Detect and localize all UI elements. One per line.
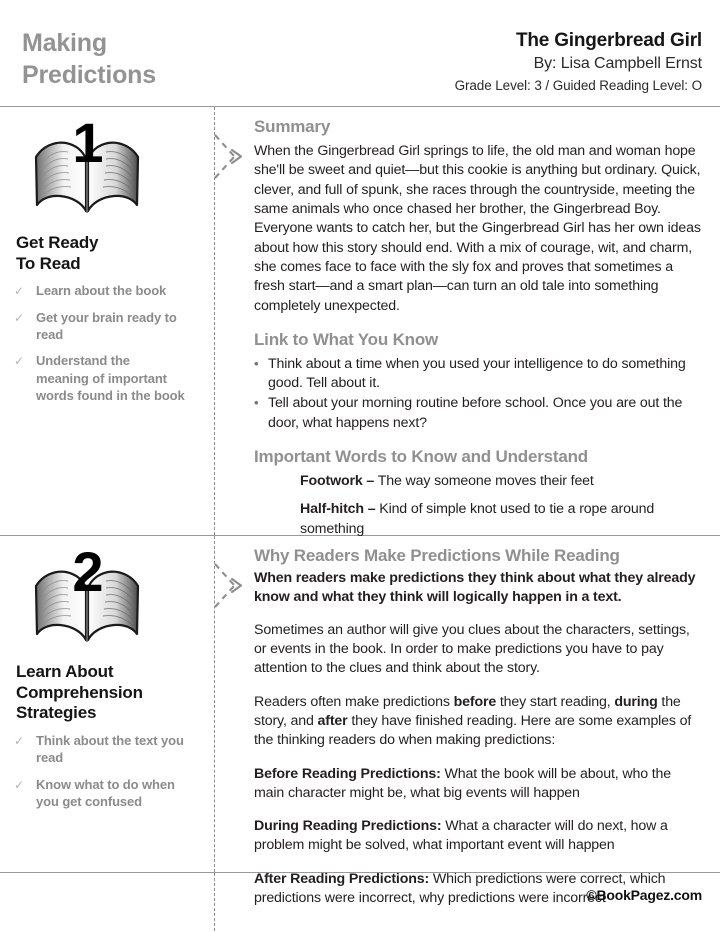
check-icon: ✓ [14,284,25,299]
explanation-paragraph-2 [254,693,704,751]
vocabulary-term: Footwork – [300,473,375,490]
check-icon: ✓ [14,354,25,369]
checklist-item-label: Think about the text you read [36,733,184,766]
footer-left-spacer [0,873,196,931]
vocabulary-list [300,472,704,539]
step-title-line-3: Strategies [16,703,97,723]
step-title [16,662,186,724]
vocabulary-entry [300,500,704,539]
vocabulary-term: Half-hitch – [300,501,376,518]
prediction-type-label: During Reading Predictions: [254,818,442,835]
open-book-icon [28,540,146,656]
explanation-paragraph-1: Sometimes an author will give you clues about the characters, settings, or events in the book. In order to make predictions you have to pay attention to the clues and think about the story. [254,621,690,677]
worksheet-title [22,28,156,91]
worksheet-title-line-2: Predictions [22,60,156,89]
prediction-type-detail: What a character will do next, how a problem might be solved, what important event will happen [254,818,668,854]
step-title-line-1: Learn About [16,662,114,681]
book-title: The Gingerbread Girl [515,30,702,51]
list-item [254,355,704,394]
lead-statement: When readers make predictions they think about what they already know and what they think will logically happen in a text. [254,570,696,606]
prediction-type-detail: Which predictions were correct, which predictions were incorrect, why predictions were incorrect [254,870,666,907]
why-readers-make-predictions-heading: Why Readers Make Predictions While Reading [254,546,620,565]
link-bullet-list [254,355,704,433]
section-1-divider [196,107,254,535]
emphasis-text: before [453,693,497,710]
list-item-label: Think about a time when you used your intelligence to do something good. Tell about it. [268,355,686,392]
dashed-divider-line [214,873,215,931]
body-text-run: they start reading, [496,693,615,710]
body-text-run: they have finished reading. Here are some examples of the thinking readers do when making predictions: [254,712,692,749]
checklist-item-label: Learn about the book [36,283,167,299]
bullet-icon: • [254,355,259,371]
book-reading-level: Grade Level: 3 / Guided Reading Level: O [454,78,702,94]
prediction-type-label: After Reading Predictions: [254,870,430,887]
step-title-line-2: Comprehension [16,682,143,702]
emphasis-text: during [614,693,658,710]
emphasis-text: after [317,712,348,729]
check-icon: ✓ [14,777,25,792]
vocabulary-definition: The way someone moves their feet [377,473,594,490]
section-1-sidebar [0,107,196,535]
list-item-label: Tell about your morning routine before school. Once you are out the door, what happens next? [268,395,683,431]
step-title [16,233,186,274]
checklist-item [14,776,186,811]
section-2-divider [196,536,254,872]
important-words-heading: Important Words to Know and Understand [254,447,588,467]
summary-heading: Summary [254,117,331,136]
page-footer [0,870,720,931]
prediction-type-during [254,817,704,856]
body-text-run: Readers often make predictions [254,693,454,710]
bullet-icon: • [254,395,259,411]
checklist-item [14,732,186,767]
step-title-line-1: Get Ready [16,233,99,252]
checklist-item [14,309,186,344]
step-number: 2 [72,540,102,603]
step-number: 1 [72,111,102,174]
section-get-ready-to-read [0,107,720,535]
prediction-type-before [254,765,704,804]
copyright-credit: ©BookPagez.com [586,887,702,903]
book-author: By: Lisa Campbell Ernst [533,55,702,73]
checklist-item-label: Get your brain ready to read [36,309,177,343]
list-item [254,394,704,433]
checklist-item [14,282,186,299]
chevron-right-icon [212,558,252,614]
prediction-type-detail: What the book will be about, who the main character might be, what big events will happen [254,765,671,801]
book-meta [455,30,702,95]
open-book-icon [28,111,146,227]
checklist-item-label: Know what to do when you get confused [36,776,175,810]
checklist-item-label: Understand the meaning of important words found in the book [36,353,185,403]
step-title-line-2: To Read [16,253,81,273]
section-1-content [254,107,720,535]
prediction-type-label: Before Reading Predictions: [254,765,441,782]
vocabulary-definition: Kind of simple knot used to tie a rope around something [300,501,655,537]
section-2-sidebar [0,536,196,872]
page-header [0,0,720,106]
check-icon: ✓ [14,310,25,325]
checklist-item [14,352,186,404]
section-1-checklist [14,282,186,404]
chevron-right-icon [212,129,252,185]
summary-text: When the Gingerbread Girl springs to life, the old man and woman hope she'll be sweet and quiet—but this cookie is anything but ordinary. Quick, clever, and full of spunk, she races through the countryside, meeting the same animals who once chased her brother, the Gingerbread Boy. Everyone wants to catch her, but the Gingerbread Girl has her own ideas about how this story should end. With a mix of courage, wit, and charm, she comes face to face with the sly fox and proves that sometimes a fresh start—and a smart plan—can turn an old tale into something completely unexpected. [254,143,701,314]
vocabulary-entry [300,472,704,491]
worksheet-title-line-1: Making [22,29,107,57]
check-icon: ✓ [14,734,25,749]
footer-divider-column [196,873,254,931]
link-to-what-you-know-heading: Link to What You Know [254,329,439,349]
body-text-run: the story, and [254,693,681,729]
section-2-checklist [14,732,186,810]
